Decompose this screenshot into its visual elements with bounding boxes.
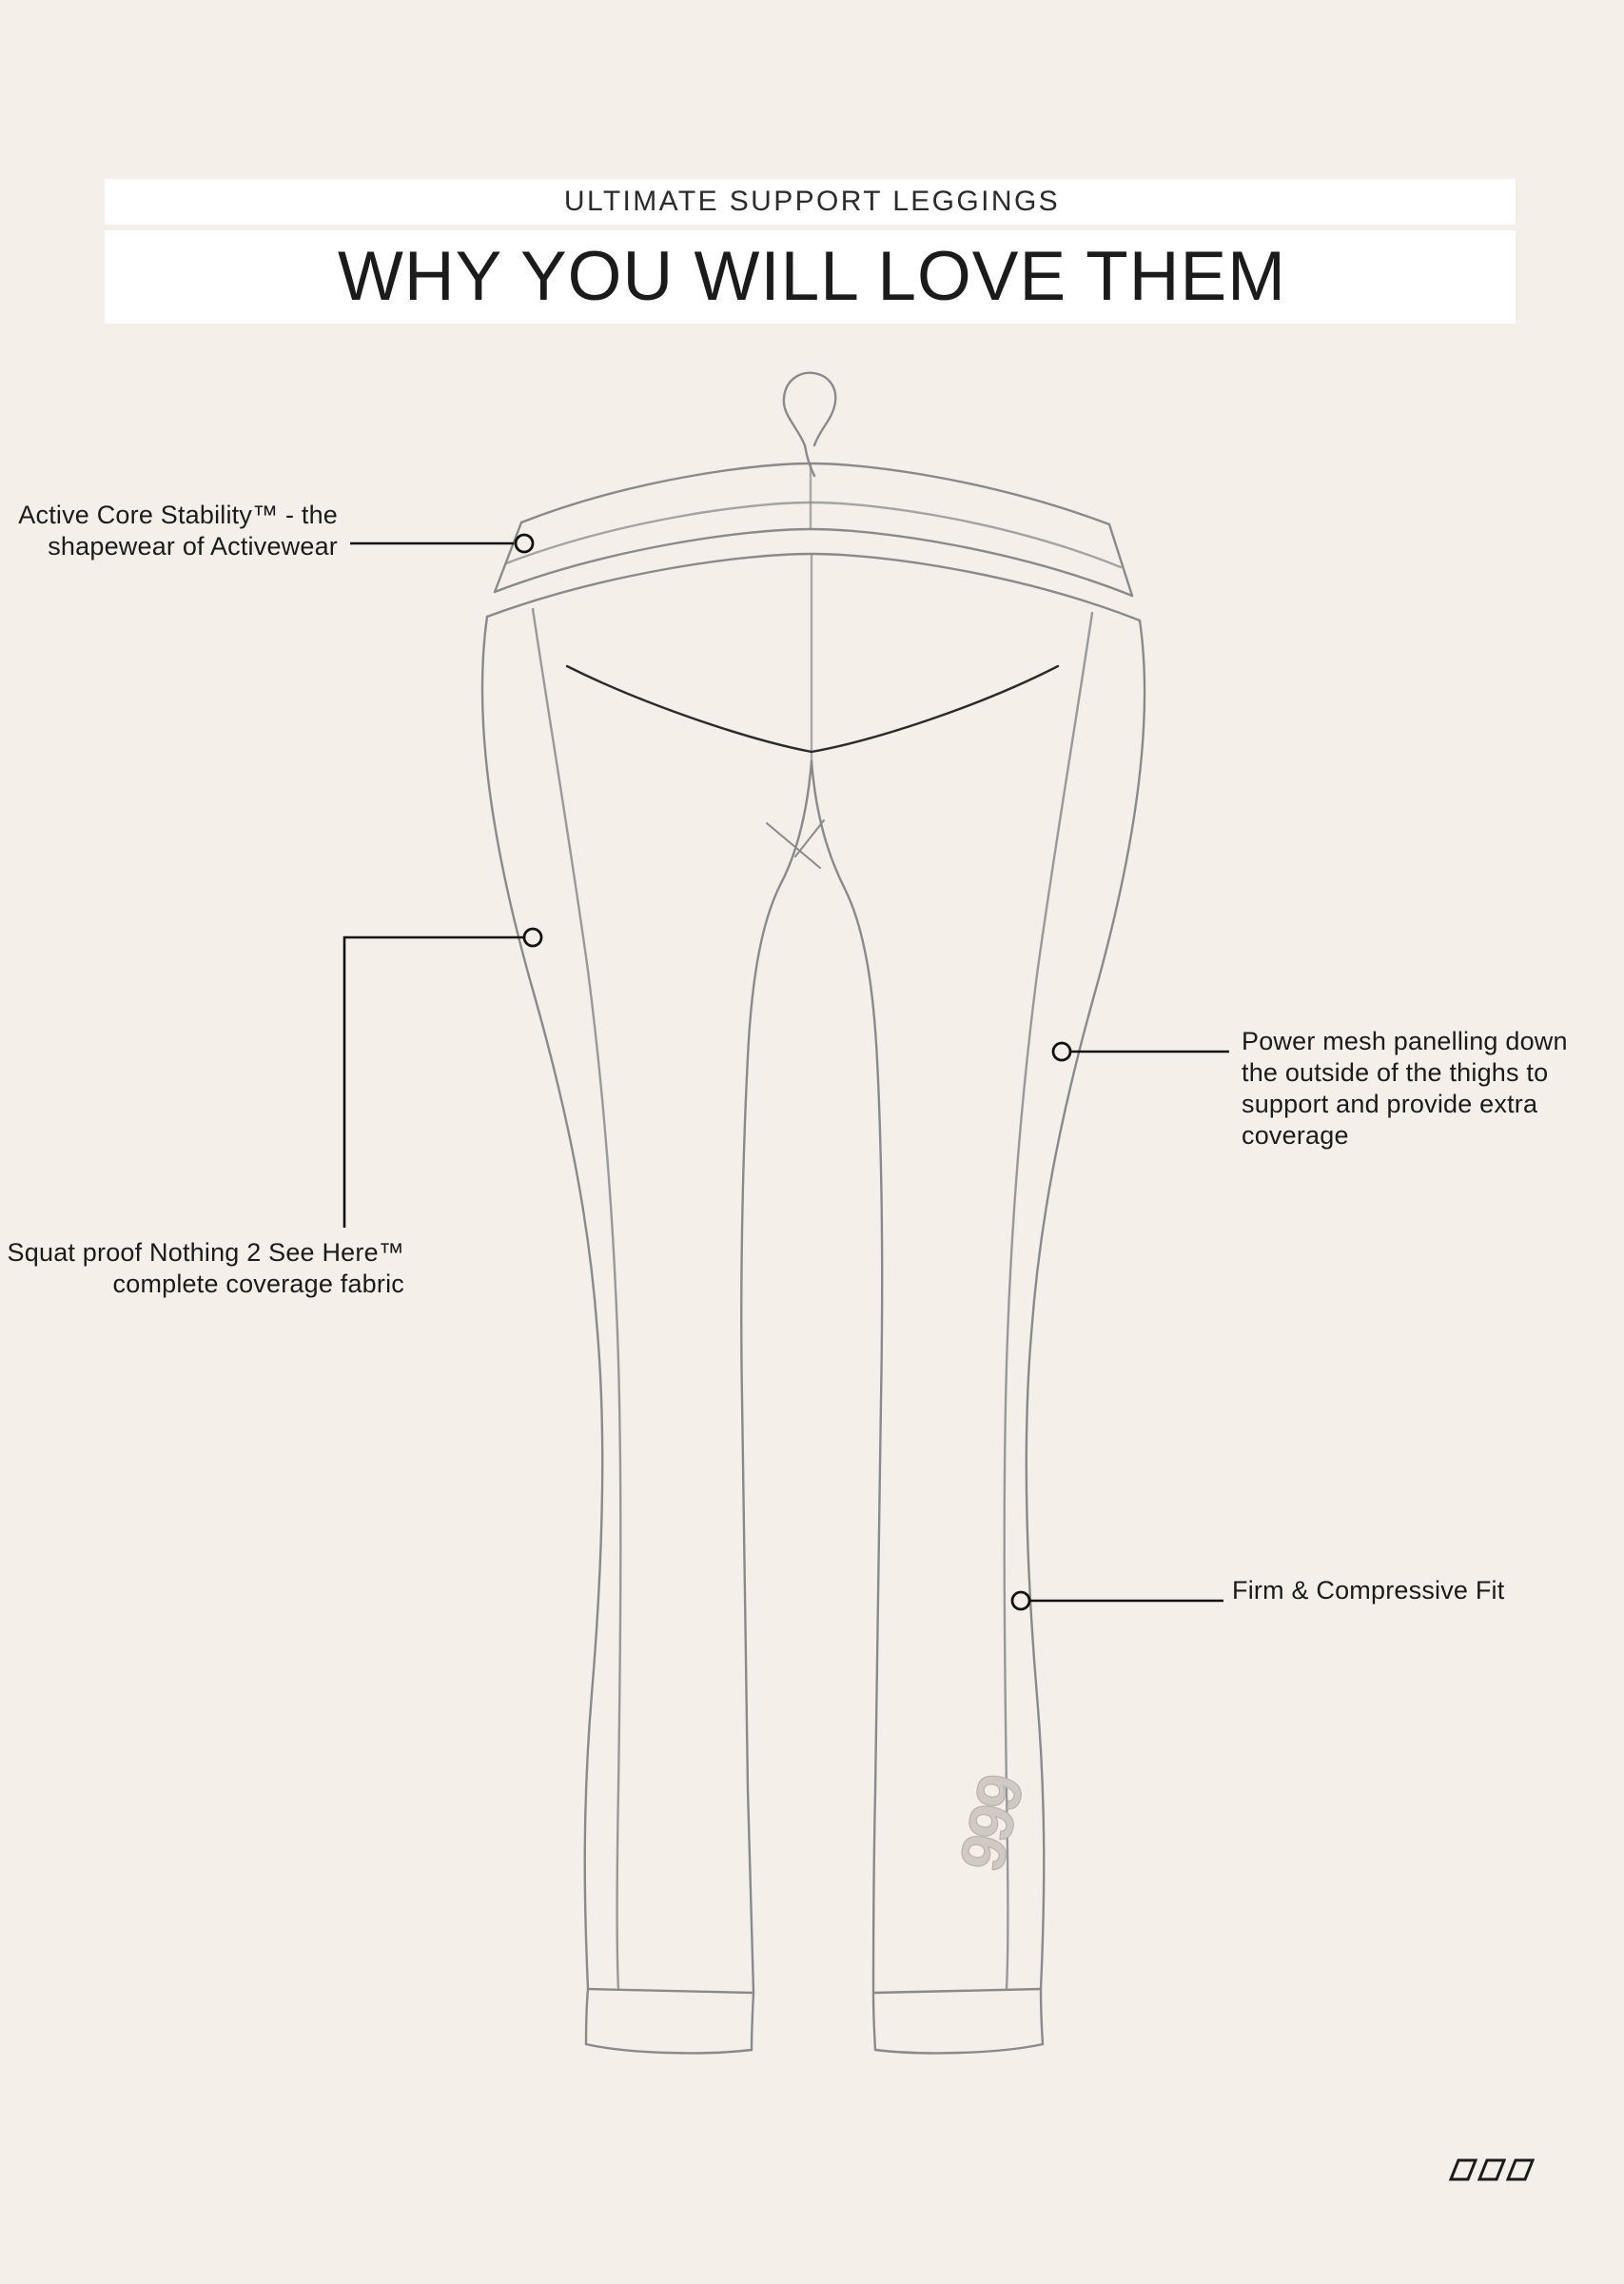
- page-title: WHY YOU WILL LOVE THEM: [338, 238, 1286, 315]
- callout-dot-active-core: [516, 535, 533, 552]
- callout-active-core-stability: Active Core Stability™ - the shapewear of Activewear: [18, 501, 338, 561]
- callout-dot-squat-proof: [524, 929, 541, 946]
- callout-dot-firm-fit: [1012, 1592, 1029, 1609]
- callout-squat-proof: Squat proof Nothing 2 See Here™ complete coverage fabric: [7, 1238, 404, 1298]
- svg-text:999: 999: [945, 1770, 1037, 1879]
- callout-firm-compressive-fit: Firm & Compressive Fit: [1232, 1576, 1505, 1605]
- brand-logo-icon: [1447, 2151, 1540, 2189]
- callout-dot-power-mesh: [1053, 1043, 1070, 1060]
- leg-logo: [946, 1768, 1037, 1878]
- product-name-eyebrow: ULTIMATE SUPPORT LEGGINGS: [563, 186, 1061, 217]
- callout-power-mesh: Power mesh panelling down the outside of the thighs to support and provide extra coverage: [1242, 1027, 1568, 1150]
